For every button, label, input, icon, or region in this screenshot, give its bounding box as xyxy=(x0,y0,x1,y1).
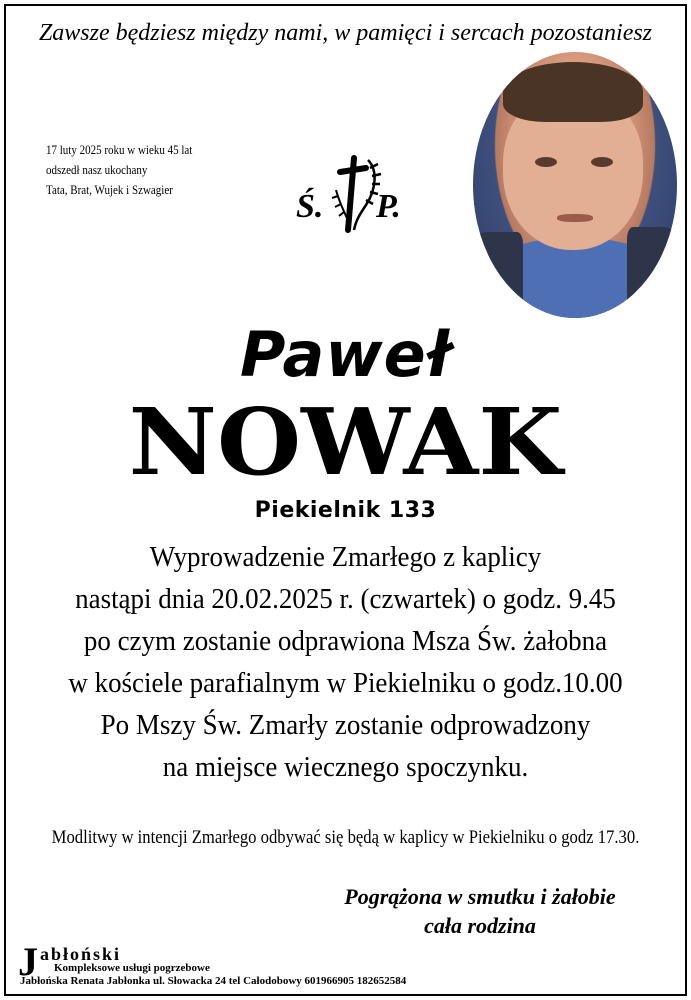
family-signature xyxy=(300,882,660,940)
emblem-s-letter: Ś. xyxy=(296,188,324,225)
memorial-quote: Zawsze będziesz między nami, w pamięci i sercach pozostaniesz xyxy=(38,20,653,46)
announcement-line: Po Mszy Św. Zmarły zostanie odprowadzony xyxy=(100,709,591,741)
death-info-passed: odszedł nasz ukochany xyxy=(46,163,148,177)
funeral-announcement xyxy=(0,536,691,788)
death-info-date: 17 luty 2025 roku w wieku 45 lat xyxy=(46,143,193,157)
announcement-line: po czym zostanie odprawiona Msza Św. żałobna xyxy=(83,625,608,657)
family-line-1: Pogrążona w smutku i żałobie xyxy=(344,884,616,909)
announcement-line: na miejsce wiecznego spoczynku. xyxy=(162,751,529,783)
funeral-home-services: Kompleksowe usługi pogrzebowe xyxy=(54,962,210,974)
sp-emblem xyxy=(296,150,406,240)
death-info-relations: Tata, Brat, Wujek i Szwagier xyxy=(46,183,173,197)
emblem-p-letter: P. xyxy=(376,188,401,225)
prayer-notice xyxy=(0,828,691,849)
funeral-home-contact: Jabłońska Renata Jabłonka ul. Słowacka 24 tel Całodobowy 601966905 182652584 xyxy=(20,975,407,987)
prayer-text: Modlitwy w intencji Zmarłego odbywać się będą w kaplicy w Piekielniku o godz 17.30. xyxy=(51,828,640,848)
death-info xyxy=(46,140,213,200)
announcement-line: nastąpi dnia 20.02.2025 r. (czwartek) o godz. 9.45 xyxy=(75,583,616,615)
announcement-line: Wyprowadzenie Zmarłego z kaplicy xyxy=(149,541,542,573)
announcement-line: w kościele parafialnym w Piekielniku o godz.10.00 xyxy=(68,667,623,699)
family-line-2: cała rodzina xyxy=(424,913,536,938)
deceased-photo xyxy=(473,52,677,318)
funeral-home-logo-initial: J xyxy=(18,939,38,984)
deceased-first-name: Paweł xyxy=(240,318,451,391)
deceased-last-name: NOWAK xyxy=(128,388,563,496)
funeral-home-logo-name: abłoński xyxy=(40,944,122,964)
deceased-address: Piekielnik 133 xyxy=(254,498,437,523)
